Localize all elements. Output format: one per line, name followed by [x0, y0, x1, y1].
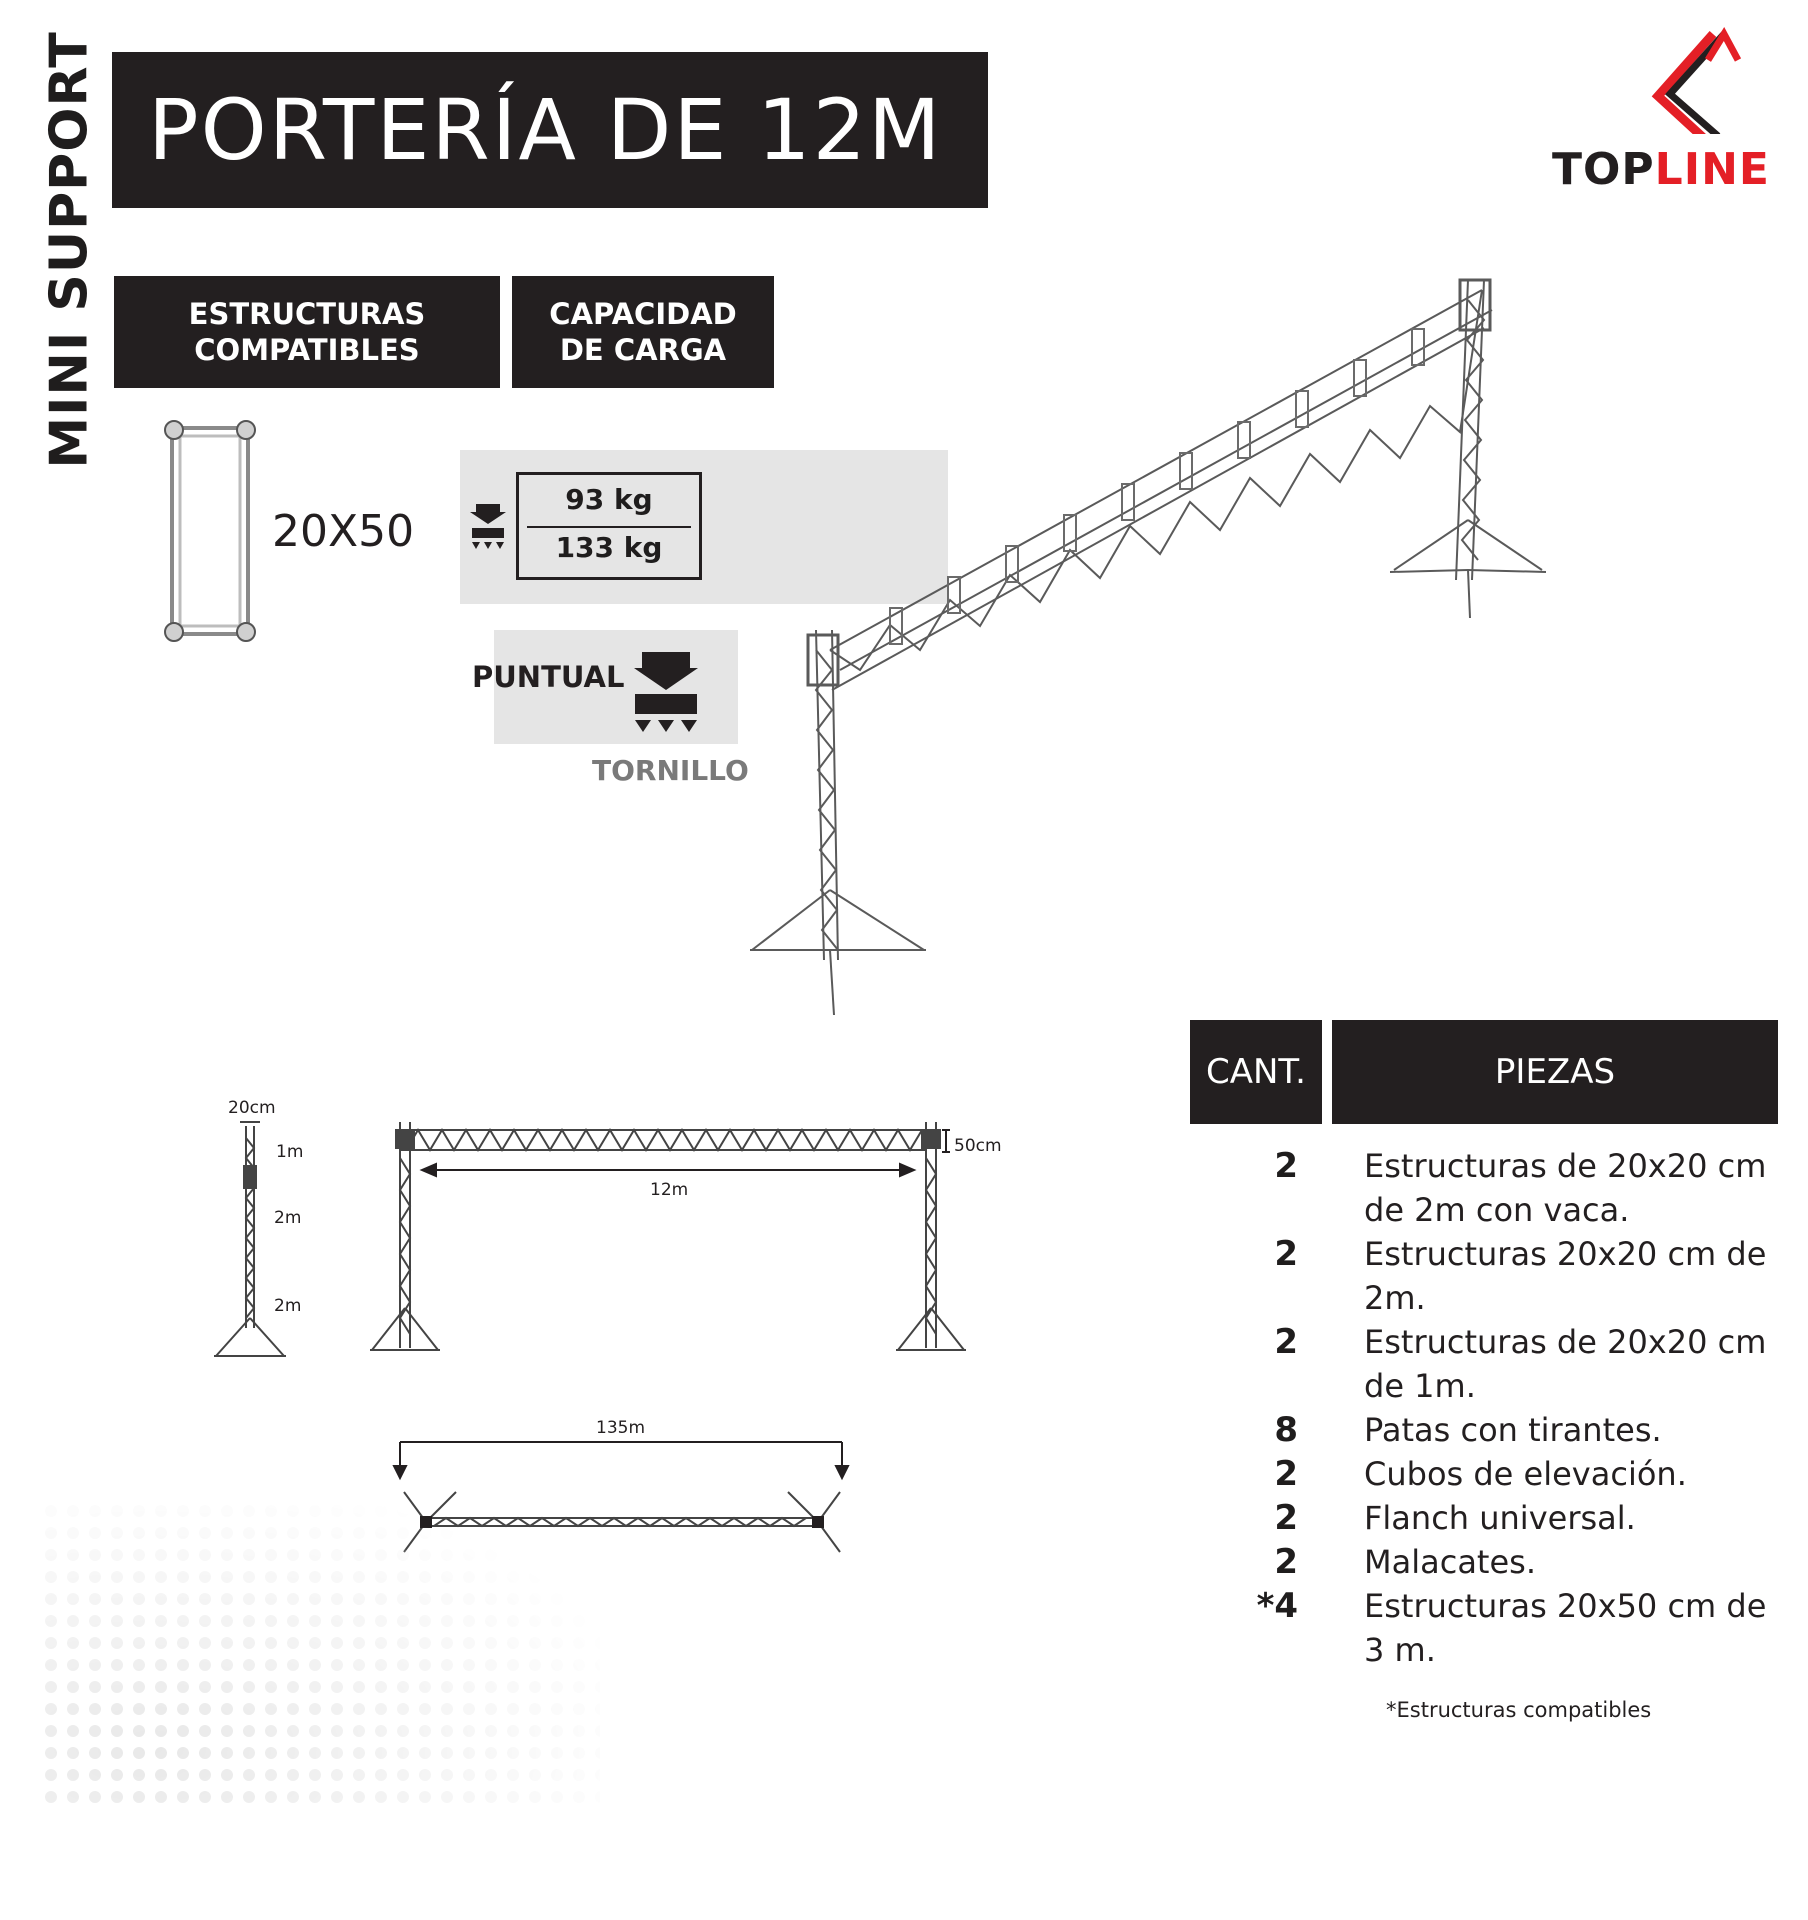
- piece-qty: 2: [1274, 1542, 1298, 1582]
- piece-desc: Estructuras 20x20 cm de 2m.: [1364, 1235, 1767, 1317]
- table-header-qty-label: CANT.: [1206, 1052, 1306, 1092]
- puntual-label: PUNTUAL: [472, 660, 625, 694]
- dim-seg1-label: 1m: [276, 1142, 304, 1162]
- title-bar: [112, 52, 988, 208]
- table-header-pieces: [1332, 1020, 1778, 1124]
- side-label-text: MINI SUPPORT: [40, 31, 100, 469]
- brand-part1: TOP: [1552, 144, 1655, 195]
- brand-wordmark: [1552, 144, 1770, 195]
- piece-qty: 2: [1274, 1234, 1298, 1274]
- truss-section-icon: [160, 418, 260, 644]
- piece-qty: 2: [1274, 1322, 1298, 1362]
- brand-part2: LINE: [1654, 144, 1770, 195]
- side-label: [40, 31, 100, 469]
- load-distributed-value: 93 kg: [565, 483, 653, 516]
- distributed-load-icon: [468, 502, 508, 552]
- load-point-value: 133 kg: [555, 531, 663, 564]
- piece-desc: Cubos de elevación.: [1364, 1455, 1687, 1493]
- header-compatible-label: ESTRUCTURAS COMPATIBLES: [188, 297, 426, 367]
- piece-qty: 8: [1274, 1410, 1298, 1450]
- dim-seg3-label: 2m: [274, 1296, 302, 1316]
- halftone-decoration: [40, 1500, 600, 1810]
- dim-width-label: 20cm: [228, 1098, 276, 1118]
- table-footnote: *Estructuras compatibles: [1386, 1698, 1652, 1722]
- goalpost-3d-illustration: [740, 250, 1560, 1030]
- dim-overall-label: 135m: [596, 1418, 646, 1438]
- header-compatible: [114, 276, 500, 388]
- point-load-icon: [632, 650, 700, 736]
- load-divider: [527, 526, 691, 528]
- logo-mark-icon: [1548, 24, 1808, 134]
- table-header-pieces-label: PIEZAS: [1494, 1052, 1616, 1092]
- piece-desc: Estructuras de 20x20 cm de 1m.: [1364, 1323, 1767, 1405]
- dim-span-label: 12m: [650, 1180, 689, 1200]
- front-elevation-drawing: [366, 1118, 966, 1358]
- piece-desc: Patas con tirantes.: [1364, 1411, 1662, 1449]
- piece-qty: 2: [1274, 1498, 1298, 1538]
- piece-desc: Estructuras 20x50 cm de 3 m.: [1364, 1587, 1767, 1669]
- dim-seg2-label: 2m: [274, 1208, 302, 1228]
- dim-height-label: 50cm: [954, 1136, 1002, 1156]
- topline-logo: [1548, 24, 1808, 194]
- piece-desc: Malacates.: [1364, 1543, 1536, 1581]
- piece-desc: Estructuras de 20x20 cm de 2m con vaca.: [1364, 1147, 1767, 1229]
- table-header-qty: [1190, 1020, 1322, 1124]
- piece-qty: *4: [1256, 1586, 1298, 1626]
- load-values-box: [516, 472, 702, 580]
- piece-qty: 2: [1274, 1454, 1298, 1494]
- header-capacity-label: CAPACIDAD DE CARGA: [549, 297, 737, 367]
- truss-size-label: 20X50: [272, 506, 415, 557]
- piece-desc: Flanch universal.: [1364, 1499, 1636, 1537]
- piece-qty: 2: [1274, 1146, 1298, 1186]
- page-title: PORTERÍA DE 12M: [148, 81, 943, 179]
- header-capacity: [512, 276, 774, 388]
- tornillo-label: TORNILLO: [592, 754, 749, 787]
